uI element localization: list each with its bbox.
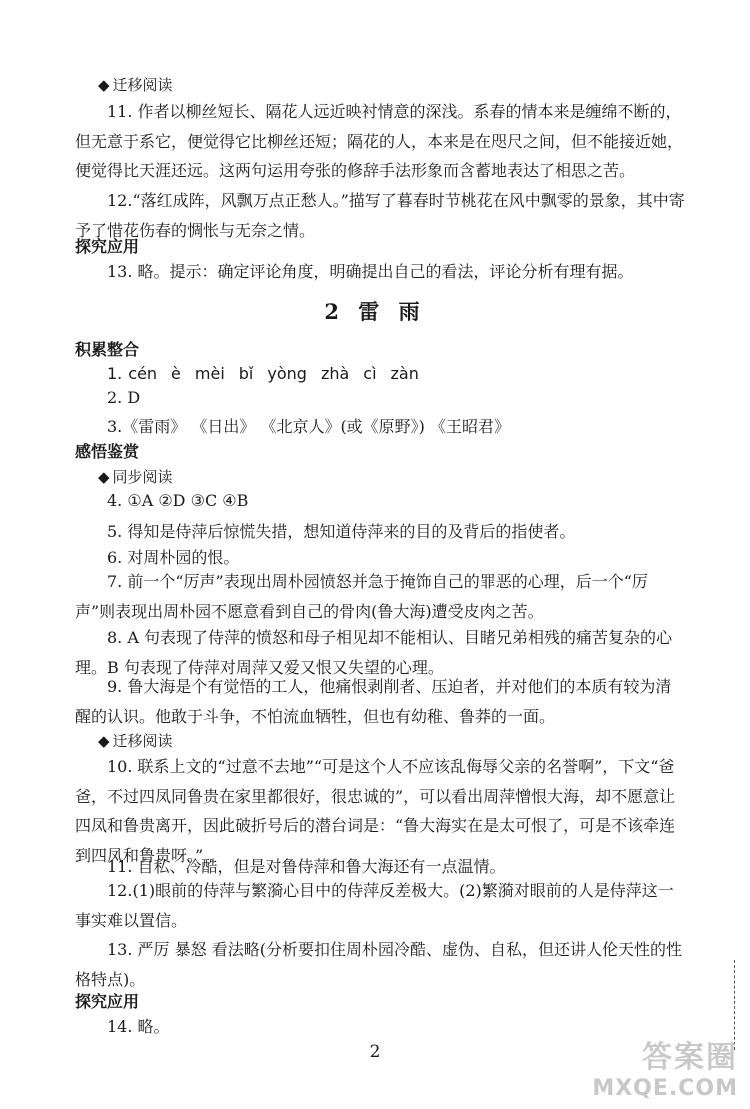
answer-11b: 11. 自私、冷酷，但是对鲁侍萍和鲁大海还有一点温情。 xyxy=(107,857,506,876)
answer-13a: 13. 略。提示：确定评论角度，明确提出自己的看法，评论分析有理有据。 xyxy=(107,262,634,281)
answer-14: 14. 略。 xyxy=(107,1017,170,1036)
pinyin-item: bǐ xyxy=(238,364,254,383)
answer-13b: 13. 严厉 暴怒 看法略(分析要扣住周朴园冷酷、虚伪、自私，但还讲人伦天性的性格特点)。 xyxy=(75,940,682,989)
subsection-transfer-reading-2: ◆ 迁移阅读 xyxy=(98,732,173,750)
watermark-title: 答案圈 xyxy=(642,1040,738,1075)
answer-11a: 11. 作者以柳丝短长、隔花人远近映衬情意的深浅。系春的情本来是缠绵不断的，但无意于系它，便觉得它比柳丝还短；隔花的人，本来是在咫尺之间，但不能接近她，便觉得比天涯还远。这两句运用夸张的修辞手法形象而含蓄地表达了相思之苦。 xyxy=(75,102,684,180)
watermark-logo xyxy=(592,1032,738,1101)
answer-5: 5. 得知是侍萍后惊慌失措，想知道侍萍来的目的及背后的指使者。 xyxy=(107,522,576,541)
diamond-bullet-icon: ◆ xyxy=(98,76,110,94)
answer-3: 3.《雷雨》 《日出》 《北京人》(或《原野》) 《王昭君》 xyxy=(107,417,511,436)
pinyin-item: mèi xyxy=(194,364,225,383)
answer-12b: 12.(1)眼前的侍萍与繁漪心目中的侍萍反差极大。(2)繁漪对眼前的人是侍萍这一事实难以置信。 xyxy=(75,881,674,930)
pinyin-answer: 1. cén è mèi bǐ yòng zhà cì zàn xyxy=(107,364,419,383)
answer-8: 8. A 句表现了侍萍的愤怒和母子相见却不能相认、目睹兄弟相残的痛苦复杂的心理。B 句表现了侍萍对周萍又爱又恨又失望的心理。 xyxy=(75,628,672,677)
section-heading-explore-1: 探究应用 xyxy=(75,237,140,256)
answer-4: 4. ①A ②D ③C ④B xyxy=(107,491,249,510)
pinyin-item: zàn xyxy=(390,364,419,383)
answer-2: 2. D xyxy=(107,388,141,407)
watermark-url: MXQE.COM xyxy=(592,1076,738,1101)
page-number: 2 xyxy=(369,1042,381,1062)
pinyin-item: yòng xyxy=(267,364,307,383)
subsection-transfer-reading-1: ◆ 迁移阅读 xyxy=(98,76,173,94)
section-heading-explore-2: 探究应用 xyxy=(75,992,140,1011)
answer-6: 6. 对周朴园的恨。 xyxy=(107,548,240,567)
answer-12a: 12.“落红成阵，风飘万点正愁人。”描写了暮春时节桃花在风中飘零的景象，其中寄予了惜花伤春的惆怅与无奈之情。 xyxy=(75,191,685,240)
section-heading-accumulate: 积累整合 xyxy=(75,340,140,359)
pinyin-item: cì xyxy=(363,364,377,383)
diamond-bullet-icon: ◆ xyxy=(98,732,110,750)
answer-7: 7. 前一个“厉声”表现出周朴园愤怒并急于掩饰自己的罪恶的心理，后一个“厉声”则表现出周朴园不愿意看到自己的骨肉(鲁大海)遭受皮肉之苦。 xyxy=(75,572,648,621)
section-heading-appreciate: 感悟鉴赏 xyxy=(75,442,140,461)
pinyin-item: è xyxy=(171,364,181,383)
pinyin-item: zhà xyxy=(320,364,350,383)
pinyin-item: cén xyxy=(128,364,158,383)
answer-10: 10. 联系上文的“过意不去地”“可是这个人不应该乱侮辱父亲的名誉啊”，下文“爸爸，不过四凤同鲁贵在家里都很好，很忠诚的”，可以看出周萍憎恨大海，却不愿意让四凤和鲁贵离开，因此破折号后的潜台词是：“鲁大海实在是太可恨了，可是不该牵连到四凤和鲁贵呀。” xyxy=(75,757,676,865)
answer-9: 9. 鲁大海是个有觉悟的工人，他痛恨剥削者、压迫者，并对他们的本质有较为清醒的认识。他敢于斗争，不怕流血牺牲，但也有幼稚、鲁莽的一面。 xyxy=(75,677,672,726)
lesson-title: 2 雷 雨 xyxy=(324,299,426,324)
diamond-bullet-icon: ◆ xyxy=(98,468,110,486)
subsection-sync-reading: ◆ 同步阅读 xyxy=(98,468,173,486)
